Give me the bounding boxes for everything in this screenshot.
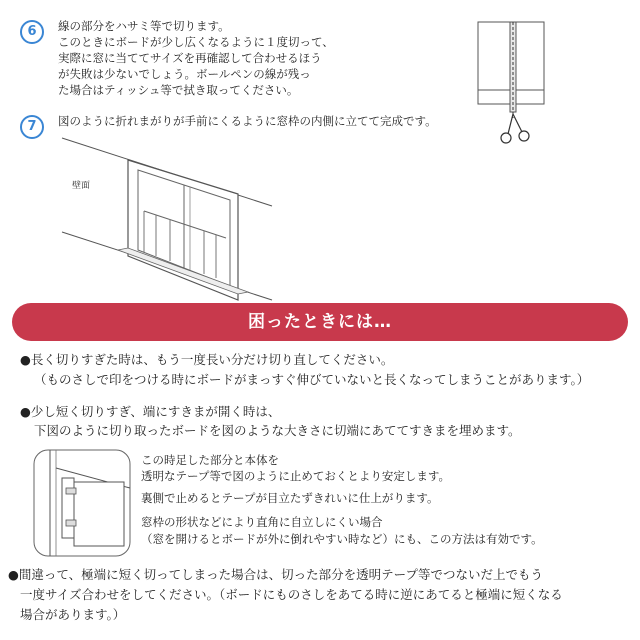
- trouble-1-line-1: ●長く切りすぎた時は、もう一度長い分だけ切り直してください。: [20, 352, 394, 367]
- trouble-3-line-3: 場合があります。）: [20, 607, 126, 622]
- step-6-text: [58, 18, 334, 98]
- step-6-line: このときにボードが少し広くなるように１度切って、: [58, 35, 334, 49]
- trouble-3-line-2: 一度サイズ合わせをしてください。（ボードにものさしをあてる時に逆にあてると極端に短くなる: [20, 587, 563, 602]
- step-7-number: 7: [20, 115, 44, 139]
- trouble-2-note: （窓を開けるとボードが外に倒れやすい時など）にも、この方法は有効です。: [141, 532, 543, 546]
- trouble-2-note: 窓枠の形状などにより直角に自立しにくい場合: [141, 515, 383, 529]
- trouble-2-line-1: ●少し短く切りすぎ、端にすきまが開く時は、: [20, 404, 281, 419]
- trouble-2-line-2: 下図のように切り取ったボードを図のような大きさに切端にあててすきまを埋めます。: [34, 423, 521, 438]
- trouble-banner: 困ったときには…: [12, 303, 628, 341]
- window-installed-illustration: [62, 138, 282, 308]
- trouble-2-note: この時足した部分と本体を: [141, 453, 279, 467]
- step-6-number: 6: [20, 20, 44, 44]
- step-6-line: た場合はティッシュ等で拭き取ってください。: [58, 83, 299, 97]
- scissors-icon: [501, 114, 529, 143]
- step-7-line: 図のように折れまがりが手前にくるように窓枠の内側に立てて完成です。: [58, 114, 437, 128]
- trouble-3-line-1: ●間違って、極端に短く切ってしまった場合は、切った部分を透明テープ等でつないだ上でもう: [8, 567, 544, 582]
- trouble-1-line-2: （ものさしで印をつける時にボードがまっすぐ伸びていないと長くなってしまうことがあります。）: [34, 372, 590, 387]
- step-6-line: 実際に窓に当ててサイズを再確認して合わせるほう: [58, 51, 322, 65]
- gap-fill-illustration: [32, 448, 132, 560]
- wall-label: 壁面: [72, 181, 91, 191]
- step-6-line: が失敗は少ないでしょう。ボールペンの線が残っ: [58, 67, 311, 81]
- step-6-line: 線の部分をハサミ等で切ります。: [58, 19, 230, 33]
- trouble-2-note: 透明なテープ等で図のように止めておくとより安定します。: [141, 469, 451, 483]
- trouble-2-note: 裏側で止めるとテープが目立たずきれいに仕上がります。: [141, 491, 439, 505]
- cut-board-illustration: [470, 14, 550, 146]
- step-7-text: [58, 113, 437, 129]
